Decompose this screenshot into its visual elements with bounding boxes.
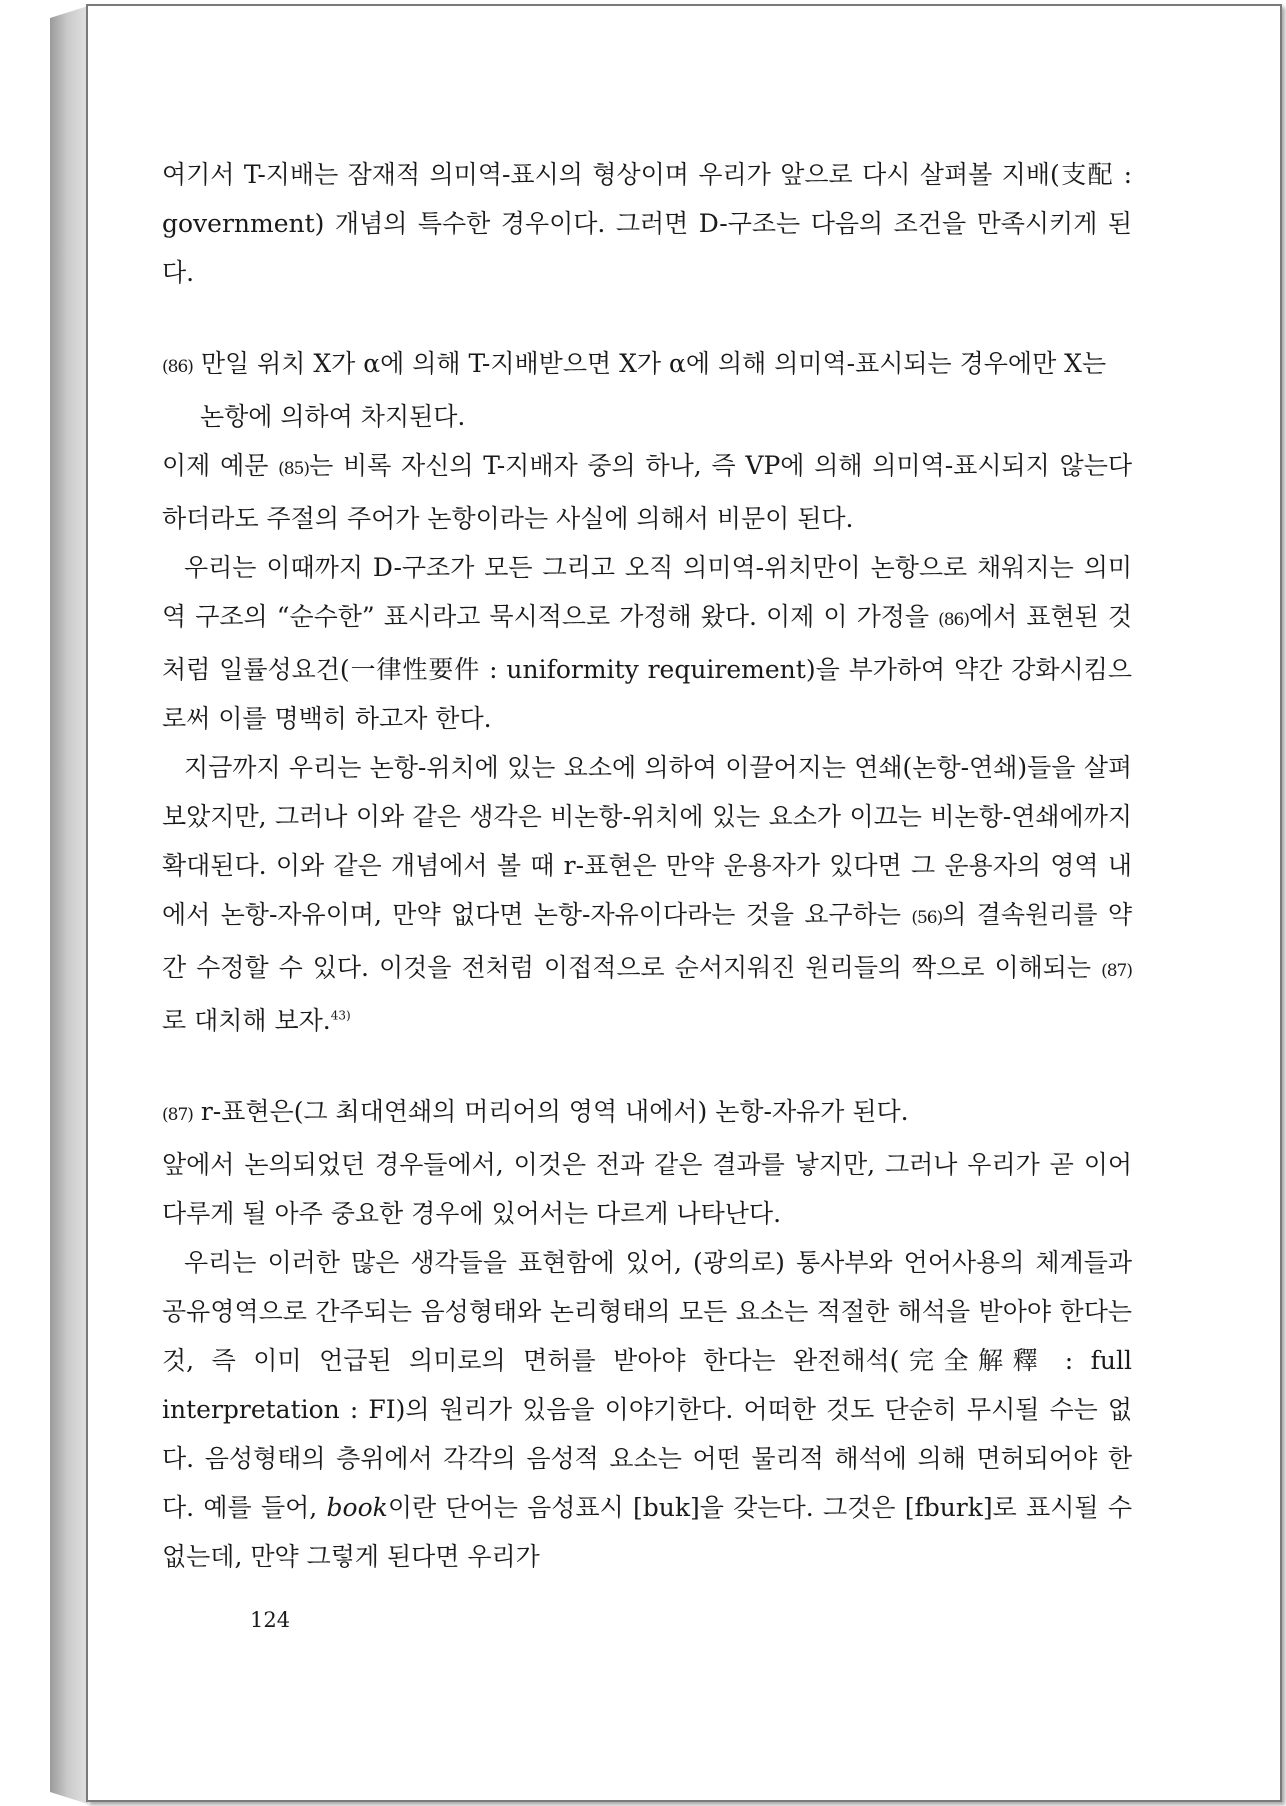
example-reference: (87) bbox=[1101, 961, 1132, 981]
text-run: 우리는 이러한 많은 생각들을 표현함에 있어, (광의로) 통사부와 언어사용의 체계들과 공유영역으로 간주되는 음성형태와 논리형태의 모든 요소는 적절한 해석을 받아야 한다는 것, 즉 이미 언급된 의미로의 면허를 받아야 한다는 완전해석(完全解釋 : full interpretation : FI)의 원리가 있음을 이야기한다. 어떠한 것도 단순히 무시될 수는 없다. 음성형태의 층위에서 각각의 음성적 요소는 어떤 물리적 해석에 의해 면허되어야 한다. 예를 들어, bbox=[162, 1248, 1132, 1522]
footnote-marker: 43) bbox=[330, 1008, 351, 1023]
example-number: (87) bbox=[162, 1105, 193, 1125]
example-reference: (56) bbox=[911, 908, 943, 928]
example-86 bbox=[162, 339, 1132, 441]
text-run: 는 비록 자신의 T-지배자 중의 하나, 즉 VP에 의해 의미역-표시되지 않는다 하더라도 주절의 주어가 논항이라는 사실에 의해서 비문이 된다. bbox=[162, 451, 1132, 533]
paragraph-2 bbox=[162, 441, 1132, 543]
text-run: 지금까지 우리는 논항-위치에 있는 요소에 의하여 이끌어지는 연쇄(논항-연쇄)들을 살펴보았지만, 그러나 이와 같은 생각은 비논항-위치에 있는 요소가 이끄는 비논항-연쇄에까지 확대된다. 이와 같은 개념에서 볼 때 r-표현은 만약 운용자가 있다면 그 운용자의 영역 내에서 논항-자유이며, 만약 없다면 논항-자유이다라는 것을 요구하는 bbox=[162, 753, 1132, 929]
paragraph-4 bbox=[162, 743, 1132, 1045]
example-reference: (86) bbox=[938, 610, 969, 630]
text-run: 이제 예문 bbox=[162, 451, 279, 480]
text-run: 우리는 이때까지 D-구조가 모든 그리고 오직 의미역-위치만이 논항으로 채워지는 의미역 구조의 “순수한” 표시라고 묵시적으로 가정해 왔다. 이제 이 가정을 bbox=[162, 553, 1132, 631]
text-run: 에서 표현된 것처럼 일률성요건(一律性要件 : uniformity requirement)을 부가하여 약간 강화시킴으로써 이를 명백히 하고자 한다. bbox=[162, 602, 1133, 733]
paragraph-3 bbox=[162, 543, 1132, 743]
italic-word: book bbox=[326, 1493, 388, 1522]
example-reference: (85) bbox=[278, 459, 310, 479]
text-run: 의 결속원리를 약간 수정할 수 있다. 이것을 전처럼 이접적으로 순서지워진 원리들의 짝으로 이해되는 bbox=[162, 900, 1132, 982]
page-body bbox=[162, 150, 1132, 1581]
page-number: 124 bbox=[250, 1608, 291, 1632]
paragraph-1: 여기서 T-지배는 잠재적 의미역-표시의 형상이며 우리가 앞으로 다시 살펴볼 지배(支配 : government) 개념의 특수한 경우이다. 그러면 D-구조는 다음의 조건을 만족시키게 된다. bbox=[162, 160, 1132, 287]
paragraph-5: 앞에서 논의되었던 경우들에서, 이것은 전과 같은 결과를 낳지만, 그러나 우리가 곧 이어 다루게 될 아주 중요한 경우에 있어서는 다르게 나타난다. bbox=[162, 1150, 1132, 1228]
text-run: 이란 단어는 음성표시 [buk]을 갖는다. 그것은 [fburk]로 표시될 수 없는데, 만약 그렇게 된다면 우리가 bbox=[162, 1493, 1133, 1571]
book-spine bbox=[50, 6, 88, 1804]
text-run: 로 대치해 보자. bbox=[162, 1006, 331, 1035]
example-text: 만일 위치 X가 α에 의해 T-지배받으면 X가 α에 의해 의미역-표시되는 경우에만 X는 논항에 의하여 차지된다. bbox=[200, 349, 1107, 431]
paragraph-6 bbox=[162, 1238, 1132, 1581]
example-87 bbox=[162, 1087, 1132, 1140]
example-number: (86) bbox=[162, 357, 193, 377]
example-text: r-표현은(그 최대연쇄의 머리어의 영역 내에서) 논항-자유가 된다. bbox=[200, 1097, 909, 1126]
